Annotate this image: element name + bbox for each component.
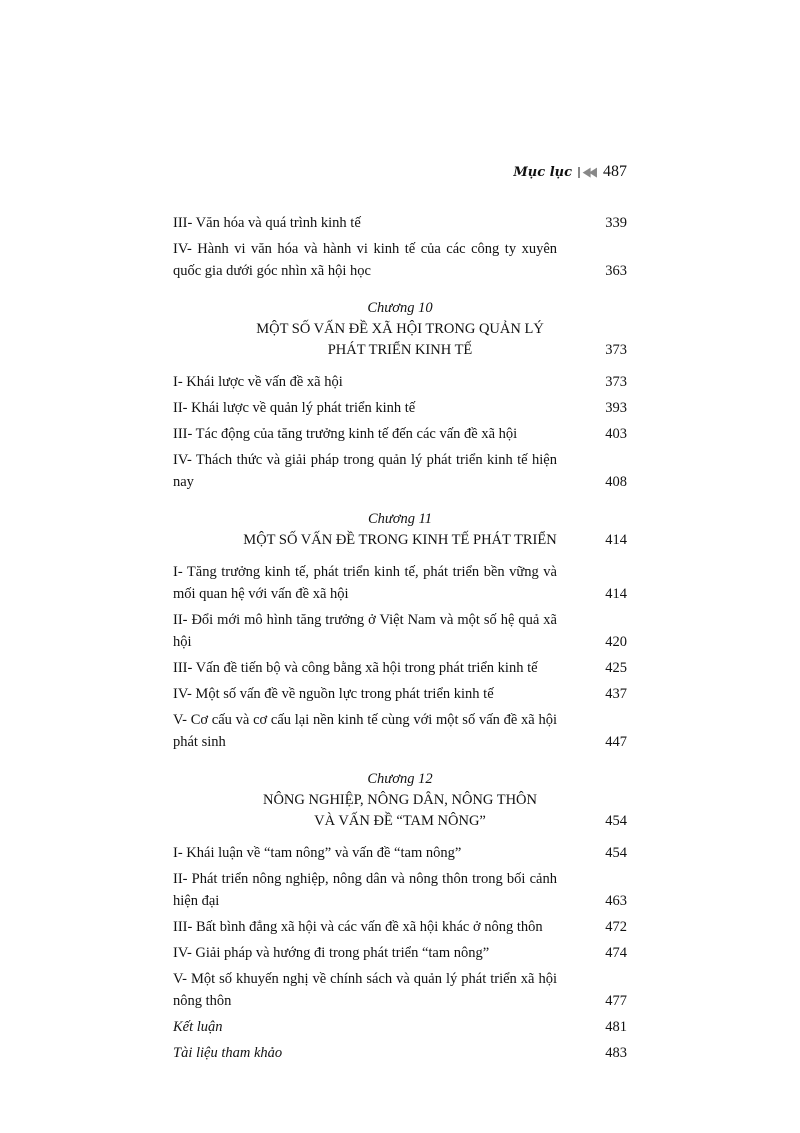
toc-entry-page: 403 [605,426,627,442]
chapter-title: NÔNG NGHIỆP, NÔNG DÂN, NÔNG THÔN [262,792,537,808]
toc-entry [173,916,627,938]
toc-entry [173,968,627,1012]
toc-entry-page: 373 [605,374,627,390]
toc-entry-text: II- Phát triển nông nghiệp, nông dân và nông thôn trong bối cảnh hiện đại [173,871,557,909]
toc-entry-page: 437 [605,686,627,702]
toc-entry [173,1042,627,1064]
toc-entry-page: 454 [605,845,627,861]
double-left-arrow-icon: ◀◀ [578,164,597,180]
toc-entry-text: II- Đổi mới mô hình tăng trưởng ở Việt Nam và một số hệ quả xã hội [173,612,557,650]
toc-entry [173,683,627,705]
chapter-page: 414 [605,532,627,548]
toc-entry-text: V- Cơ cấu và cơ cấu lại nền kinh tế cùng với một số vấn đề xã hội phát sinh [173,712,557,750]
chapter-heading [173,509,627,551]
toc-entry [173,609,627,653]
toc-entry [173,842,627,864]
toc-entry-text: I- Tăng trưởng kinh tế, phát triển kinh tế, phát triển bền vững và mối quan hệ với vấn đề xã hội [173,564,557,602]
chapter-page: 373 [605,342,627,358]
toc-entry-page: 393 [605,400,627,416]
chapter-title: MỘT SỐ VẤN ĐỀ TRONG KINH TẾ PHÁT TRIỂN [243,532,557,548]
table-of-contents [173,212,627,1068]
page-number: 487 [603,163,627,180]
toc-entry-page: 472 [605,919,627,935]
toc-entry-page: 483 [605,1045,627,1061]
toc-entry-page: 339 [605,215,627,231]
toc-entry-text: IV- Một số vấn đề về nguồn lực trong phát triển kinh tế [173,686,494,702]
toc-entry [173,423,627,445]
toc-entry-text: I- Khái luận về “tam nông” và vấn đề “tam nông” [173,845,462,861]
toc-entry-page: 474 [605,945,627,961]
toc-entry-text: Tài liệu tham khảo [173,1045,283,1061]
toc-entry-text: V- Một số khuyến nghị về chính sách và quản lý phát triển xã hội nông thôn [173,971,557,1009]
toc-entry [173,942,627,964]
toc-entry-text: IV- Hành vi văn hóa và hành vi kinh tế của các công ty xuyên quốc gia dưới góc nhìn xã hội học [173,241,557,279]
header-title: Mục lục [513,164,572,180]
toc-entry-text: III- Tác động của tăng trưởng kinh tế đến các vấn đề xã hội [173,426,518,442]
toc-entry [173,1016,627,1038]
toc-entry-page: 463 [605,893,627,909]
chapter-page: 454 [605,813,627,829]
chapter-number: Chương 10 [367,300,433,316]
toc-entry [173,397,627,419]
chapter-title: MỘT SỐ VẤN ĐỀ XÃ HỘI TRONG QUẢN LÝ [256,321,544,337]
toc-entry-page: 447 [605,734,627,750]
toc-entry [173,657,627,679]
chapter-title: PHÁT TRIỂN KINH TẾ [327,342,473,358]
toc-entry-page: 425 [605,660,627,676]
chapter-number: Chương 12 [367,771,433,787]
chapter-title: VÀ VẤN ĐỀ “TAM NÔNG” [314,813,486,829]
running-header [513,163,627,181]
toc-entry-text: III- Văn hóa và quá trình kinh tế [173,215,361,231]
toc-entry-page: 481 [605,1019,627,1035]
toc-entry [173,449,627,493]
toc-entry-page: 420 [605,634,627,650]
toc-entry-page: 414 [605,586,627,602]
toc-entry-text: II- Khái lược về quản lý phát triển kinh tế [173,400,416,416]
toc-entry [173,371,627,393]
toc-entry-text: IV- Thách thức và giải pháp trong quản lý phát triển kinh tế hiện nay [173,452,557,490]
toc-entry-page: 477 [605,993,627,1009]
toc-entry [173,561,627,605]
toc-entry-text: Kết luận [173,1019,223,1035]
toc-entry-page: 363 [605,263,627,279]
toc-entry-text: III- Bất bình đẳng xã hội và các vấn đề xã hội khác ở nông thôn [173,919,543,935]
toc-entry [173,212,627,234]
chapter-heading [173,298,627,361]
toc-entry [173,238,627,282]
chapter-heading [173,769,627,832]
toc-entry [173,709,627,753]
toc-entry-text: III- Vấn đề tiến bộ và công bằng xã hội trong phát triển kinh tế [173,660,538,676]
toc-entry [173,868,627,912]
toc-entry-page: 408 [605,474,627,490]
chapter-number: Chương 11 [367,511,433,527]
toc-entry-text: IV- Giải pháp và hướng đi trong phát triển “tam nông” [173,945,490,961]
toc-entry-text: I- Khái lược về vấn đề xã hội [173,374,343,390]
